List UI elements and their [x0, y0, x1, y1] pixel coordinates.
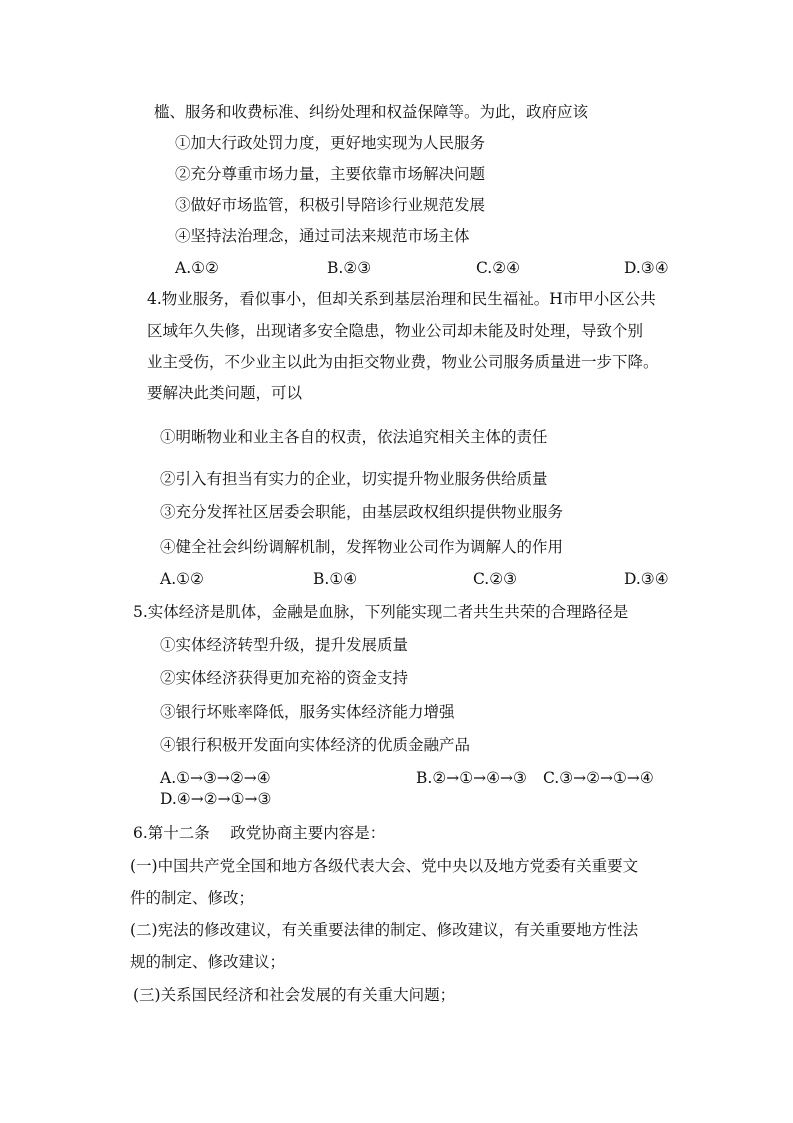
q3-item-1: ①加大行政处罚力度，更好地实现为人民服务 [175, 134, 486, 152]
q4-stem-line-4: 要解决此类问题，可以 [147, 384, 303, 402]
q3-option-d: D.③④ [624, 259, 669, 277]
q6-line-2: 件的制定、修改； [130, 889, 255, 907]
q6-line-4: 规的制定、修改建议； [130, 953, 286, 971]
q4-stem-line-2: 区域年久失修，出现诸多安全隐患，物业公司却未能及时处理，导致个别 [147, 322, 644, 340]
q3-option-a: A.①② [175, 259, 219, 277]
q4-stem-line-1: 4.物业服务，看似事小，但却关系到基层治理和民生福祉。H市甲小区公共 [147, 290, 656, 308]
q5-item-3: ③银行坏账率降低，服务实体经济能力增强 [160, 703, 455, 721]
q6-line-3: (二)宪法的修改建议，有关重要法律的制定、修改建议，有关重要地方性法 [130, 921, 639, 939]
q5-item-4: ④银行积极开发面向实体经济的优质金融产品 [160, 736, 471, 754]
q3-item-4: ④坚持法治理念，通过司法来规范市场主体 [175, 227, 470, 245]
q3-option-c: C.②④ [476, 259, 521, 277]
q3-stem-tail: 槛、服务和收费标准、纠纷处理和权益保障等。为此，政府应该 [154, 103, 589, 121]
q4-option-d: D.③④ [624, 570, 669, 588]
q5-item-1: ①实体经济转型升级，提升发展质量 [160, 636, 409, 654]
q3-option-b: B.②③ [327, 259, 372, 277]
q6-line-5: (三)关系国民经济和社会发展的有关重大问题； [133, 986, 456, 1004]
q5-stem: 5.实体经济是肌体，金融是血脉，下列能实现二者共生共荣的合理路径是 [133, 603, 629, 621]
q4-option-a: A.①② [160, 570, 204, 588]
q6-line-1: (一)中国共产党全国和地方各级代表大会、党中央以及地方党委有关重要文 [130, 857, 639, 875]
q3-item-3: ③做好市场监管，积极引导陪诊行业规范发展 [175, 196, 486, 214]
q5-item-2: ②实体经济获得更加充裕的资金支持 [160, 669, 409, 687]
q5-option-b: B.②→①→④→③ [416, 769, 527, 787]
q5-option-c: C.③→②→①→④ [543, 769, 654, 787]
q4-option-c: C.②③ [473, 570, 518, 588]
q4-item-3: ③充分发挥社区居委会职能，由基层政权组织提供物业服务 [160, 503, 564, 521]
q4-item-1: ①明晰物业和业主各自的权责，依法追究相关主体的责任 [160, 428, 548, 446]
q4-item-4: ④健全社会纠纷调解机制，发挥物业公司作为调解人的作用 [160, 538, 564, 556]
q3-item-2: ②充分尊重市场力量，主要依靠市场解决问题 [175, 165, 486, 183]
q6-stem: 6.第十二条 政党协商主要内容是： [133, 824, 386, 842]
q4-item-2: ②引入有担当有实力的企业，切实提升物业服务供给质量 [160, 470, 548, 488]
q4-stem-line-3: 业主受伤，不少业主以此为由拒交物业费，物业公司服务质量进一步下降。 [147, 353, 659, 371]
q4-option-b: B.①④ [313, 570, 358, 588]
q5-option-a: A.①→③→②→④ [160, 769, 271, 787]
q5-option-d: D.④→②→①→③ [160, 790, 272, 808]
